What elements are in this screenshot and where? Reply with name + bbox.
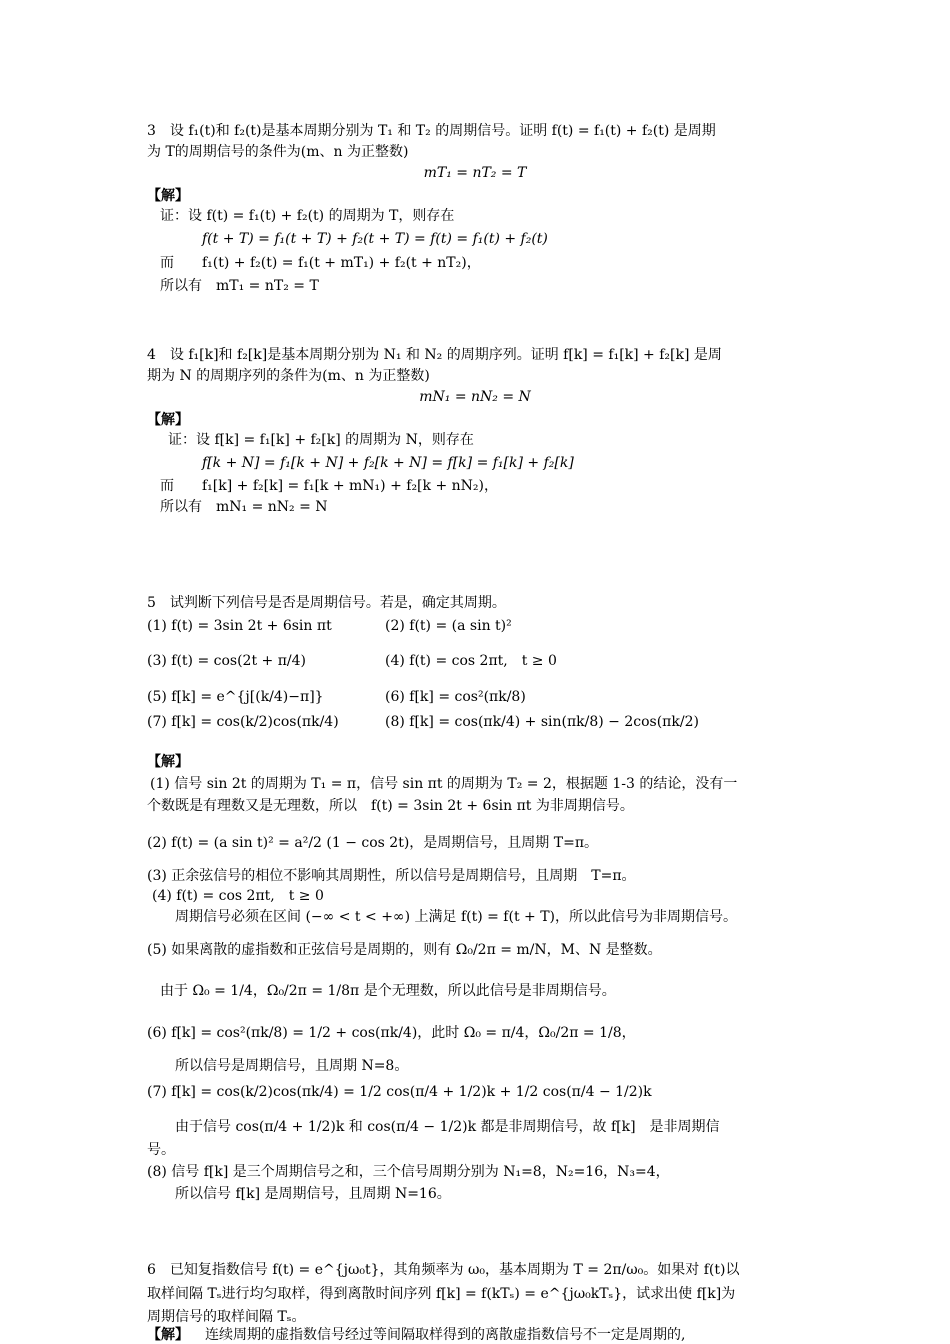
- p5-item-5: (5) f[k] = e^{j[(k/4)−π]}: [147, 689, 324, 705]
- p5-answer-8-line1: (8) 信号 f[k] 是三个周期信号之和，三个信号周期分别为 N₁=8，N₂=16，N₃=4，: [147, 1164, 670, 1180]
- p5-item-6: (6) f[k] = cos²(πk/8): [385, 689, 526, 705]
- p5-solution-heading: 【解】: [147, 754, 189, 770]
- p5-answer-4-line2: 周期信号必须在区间 (−∞ < t < +∞) 上满足 f(t) = f(t + T)，所以此信号为非周期信号。: [175, 909, 738, 925]
- p3-proof-line1: 证：设 f(t) = f₁(t) + f₂(t) 的周期为 T，则存在: [160, 208, 455, 224]
- p3-question-line1: 3 设 f₁(t)和 f₂(t)是基本周期分别为 T₁ 和 T₂ 的周期信号。证明 f(t) = f₁(t) + f₂(t) 是周期: [147, 123, 716, 139]
- p3-question-line2: 为 T的周期信号的条件为(m、n 为正整数): [147, 144, 409, 160]
- p5-item-2: (2) f(t) = (a sin t)²: [385, 618, 512, 634]
- p3-proof-line2: f(t + T) = f₁(t + T) + f₂(t + T) = f(t) = f₁(t) + f₂(t): [202, 231, 548, 247]
- p4-question-line2: 期为 N 的周期序列的条件为(m、n 为正整数): [147, 368, 430, 384]
- p5-item-1: (1) f(t) = 3sin 2t + 6sin πt: [147, 618, 332, 634]
- p5-answer-8-line2: 所以信号 f[k] 是周期信号，且周期 N=16。: [175, 1186, 451, 1202]
- p4-question-line1: 4 设 f₁[k]和 f₂[k]是基本周期分别为 N₁ 和 N₂ 的周期序列。证明 f[k] = f₁[k] + f₂[k] 是周: [147, 347, 722, 363]
- p4-condition-equation: mN₁ = nN₂ = N: [419, 389, 531, 405]
- p3-proof-line3: 而 f₁(t) + f₂(t) = f₁(t + mT₁) + f₂(t + nT₂)，: [160, 255, 481, 271]
- p5-item-8: (8) f[k] = cos(πk/4) + sin(πk/8) − 2cos(πk/2): [385, 714, 699, 730]
- p5-answer-5-line1: (5) 如果离散的虚指数和正弦信号是周期的，则有 Ω₀/2π = m/N，M、N 是整数。: [147, 942, 662, 958]
- p5-item-3: (3) f(t) = cos(2t + π/4): [147, 653, 307, 669]
- p3-solution-heading: 【解】: [147, 188, 189, 204]
- p5-answer-3: (3) 正余弦信号的相位不影响其周期性，所以信号是周期信号，且周期 T=π。: [147, 868, 636, 884]
- p6-solution-heading: 【解】: [147, 1327, 189, 1343]
- p5-answer-2: (2) f(t) = (a sin t)² = a²/2 (1 − cos 2t)，是周期信号，且周期 T=π。: [147, 835, 599, 851]
- p6-question-line2: 取样间隔 Tₛ进行均匀取样，得到离散时间序列 f[k] = f(kTₛ) = e^{jω₀kTₛ}，试求出使 f[k]为: [147, 1286, 736, 1302]
- p5-answer-4-line1: (4) f(t) = cos 2πt, t ≥ 0: [152, 888, 324, 904]
- p4-proof-line4: 所以有 mN₁ = nN₂ = N: [160, 499, 328, 515]
- p5-answer-1-line1: (1) 信号 sin 2t 的周期为 T₁ = π，信号 sin πt 的周期为 T₂ = 2，根据题 1-3 的结论，没有一: [150, 776, 738, 792]
- p6-question-line1: 6 已知复指数信号 f(t) = e^{jω₀t}，其角频率为 ω₀，基本周期为 T = 2π/ω₀。如果对 f(t)以: [147, 1262, 740, 1278]
- p5-answer-1-line2: 个数既是有理数又是无理数，所以 f(t) = 3sin 2t + 6sin πt 为非周期信号。: [147, 798, 634, 814]
- p5-answer-7-line3: 号。: [147, 1142, 175, 1158]
- p3-proof-line4: 所以有 mT₁ = nT₂ = T: [160, 278, 319, 294]
- p6-answer-line1: 连续周期的虚指数信号经过等间隔取样得到的离散虚指数信号不一定是周期的,: [205, 1327, 686, 1343]
- p4-proof-line3: 而 f₁[k] + f₂[k] = f₁[k + mN₁) + f₂[k + nN₂)，: [160, 478, 498, 494]
- p5-answer-6-line2: 所以信号是周期信号，且周期 N=8。: [175, 1058, 409, 1074]
- p4-solution-heading: 【解】: [147, 412, 189, 428]
- p5-question: 5 试判断下列信号是否是周期信号。若是，确定其周期。: [147, 595, 506, 611]
- p5-answer-5-line2: 由于 Ω₀ = 1/4，Ω₀/2π = 1/8π 是个无理数，所以此信号是非周期信号。: [160, 983, 616, 999]
- p4-proof-line1: 证：设 f[k] = f₁[k] + f₂[k] 的周期为 N，则存在: [168, 432, 474, 448]
- p6-question-line3: 周期信号的取样间隔 Tₛ。: [147, 1309, 306, 1325]
- p4-proof-line2: f[k + N] = f₁[k + N] + f₂[k + N] = f[k] = f₁[k] + f₂[k]: [202, 455, 574, 471]
- p5-answer-7-line1: (7) f[k] = cos(k/2)cos(πk/4) = 1/2 cos(π/4 + 1/2)k + 1/2 cos(π/4 − 1/2)k: [147, 1084, 652, 1100]
- p5-item-4: (4) f(t) = cos 2πt, t ≥ 0: [385, 653, 557, 669]
- p5-item-7: (7) f[k] = cos(k/2)cos(πk/4): [147, 714, 339, 730]
- p3-condition-equation: mT₁ = nT₂ = T: [423, 165, 527, 181]
- p5-answer-6-line1: (6) f[k] = cos²(πk/8) = 1/2 + cos(πk/4)，此时 Ω₀ = π/4，Ω₀/2π = 1/8，: [147, 1025, 636, 1041]
- p5-answer-7-line2: 由于信号 cos(π/4 + 1/2)k 和 cos(π/4 − 1/2)k 都是非周期信号，故 f[k] 是非周期信: [175, 1119, 720, 1135]
